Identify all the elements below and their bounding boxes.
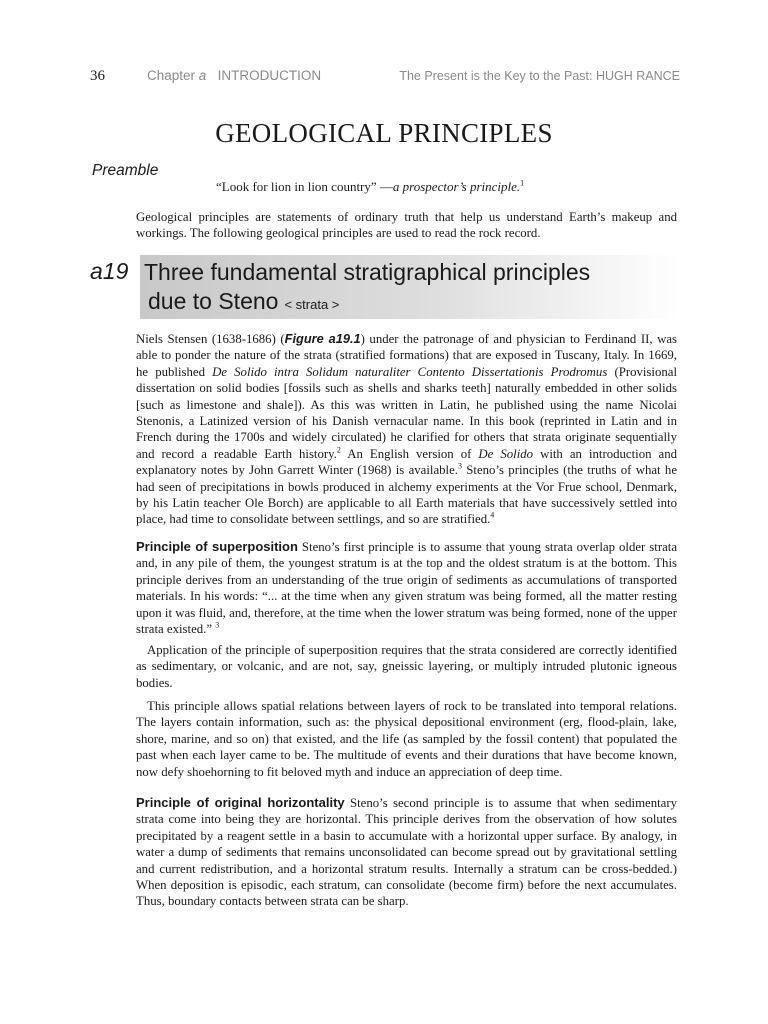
preamble-heading: Preamble xyxy=(92,162,159,179)
page-number: 36 xyxy=(90,68,105,84)
page-title: GEOLOGICAL PRINCIPLES xyxy=(215,118,553,148)
epigraph-attribution: a prospector’s principle. xyxy=(392,179,521,194)
text-run: An English version of xyxy=(340,446,479,461)
paragraph-application: Application of the principle of superposition requires that the strata considered are correctly identified as sedimentary, or volcanic, and are not, say, gneissic layering, or multiply intruded plutonic igneous bodies. xyxy=(136,643,677,690)
chapter-word: Chapter xyxy=(147,68,196,83)
epigraph xyxy=(216,179,524,195)
text-run: Steno’s first principle is to assume that young strata overlap older strata and, in any pile of them, the youngest stratum is at the top and the oldest stratum is at the bottom. This principle derives from an understanding of the true origin of sediments as accumulations of transported materials. In his words: “... at the time when any given stratum was being formed, all the matter resting upon it was fluid, and, therefore, at the time when the lower stratum was being formed, none of the upper strata existed.” xyxy=(136,540,677,637)
footnote-ref: 4 xyxy=(490,511,495,521)
section-title-line1: Three fundamental stratigraphical principles xyxy=(144,259,591,285)
running-title: The Present is the Key to the Past: HUGH RANCE xyxy=(399,69,680,83)
book-title: De Solido xyxy=(478,446,534,461)
text-run: (Provisional dissertation on solid bodies [fossils such as shells and sharks teeth] naturally embedded in other solids [such as limestone and shale]). As this was written in Latin, he published using the name Nicolai Stenonis, a Latinized version of his Danish vernacular name. In this book (reprinted in Latin and in French during the 1700s and widely circulated) he clarified for others that strata originate sequentially and record a readable Earth history. xyxy=(136,364,678,461)
chapter-letter: a xyxy=(198,68,207,83)
principle-heading: Principle of superposition xyxy=(136,539,298,554)
text-run: Niels Stensen (1638-1686) ( xyxy=(136,332,285,346)
chapter-label xyxy=(147,68,321,83)
running-header xyxy=(90,68,680,88)
section-title-line2: due to Steno xyxy=(148,288,279,314)
paragraph-horizontality xyxy=(136,795,677,910)
epigraph-quote: “Look for lion in lion country” — xyxy=(216,179,393,194)
paragraph-steno-intro xyxy=(136,331,677,528)
text-run: Steno’s principles (the truths of what he had seen of precipitations in bowls produced in alchemy experiments at the Vor Frue school, Denmark, by his Latin teacher Ole Borch) are applicable to all Earth materials that have successively settled into place, had time to consolidate between settlings, and so are stratified. xyxy=(136,463,678,527)
section-title-line2-wrap xyxy=(144,287,664,319)
footnote-ref: 3 xyxy=(457,461,462,471)
principle-heading: Principle of original horizontality xyxy=(136,795,345,810)
book-title: De Solido intra Solidum naturaliter Contento Dissertationis Prodromus xyxy=(212,364,608,379)
footnote-ref: 2 xyxy=(336,445,341,455)
section-number: a19 xyxy=(90,258,129,284)
footnote-ref: 3 xyxy=(215,620,220,630)
text-run: ) under the patronage of and physician to Ferdinand II, was able to ponder the nature of the strata (stratified formations) that are exposed in Tuscany, Italy. In 1669, he published xyxy=(136,332,677,379)
section-title xyxy=(144,258,664,319)
footnote-ref: 1 xyxy=(520,178,525,188)
chapter-title: INTRODUCTION xyxy=(217,68,322,83)
paragraph-superposition xyxy=(136,539,677,637)
text-run: Steno’s second principle is to assume that when sedimentary strata come into being they are horizontal. This principle derives from the observation of how solutes precipitated by a reagent settle in a basin to accumulate with a horizontal upper surface. By analogy, in water a dump of sediments that remains unconsolidated can become spread out by gravitational settling and current redistribution, and a horizontal stratum results. Internally a stratum can be cross-bedded.) When deposition is episodic, each stratum, can consolidate (become firm) before the next accumulates. Thus, boundary contacts between strata can be sharp. xyxy=(136,796,677,909)
section-tag: < strata > xyxy=(284,297,340,312)
paragraph-spatial-relations: This principle allows spatial relations between layers of rock to be translated into temporal relations. The layers contain information, such as: the physical depositional environment (erg, flood-plain, lake, shore, marine, and so on) that existed, and the life (as sampled by the fossil content) that populated the past when each layer came to be. The multitude of events and their durations that have become known, now defy shoehorning to fit beloved myth and induce an appreciation of deep time. xyxy=(136,699,677,779)
figure-reference-link[interactable]: Figure a19.1 xyxy=(284,331,361,346)
preamble-paragraph: Geological principles are statements of ordinary truth that help us understand Earth’s makeup and workings. The following geological principles are used to read the rock record. xyxy=(136,210,677,241)
text-run: with an introduction and explanatory notes by John Garrett Winter (1968) is available. xyxy=(136,446,678,478)
